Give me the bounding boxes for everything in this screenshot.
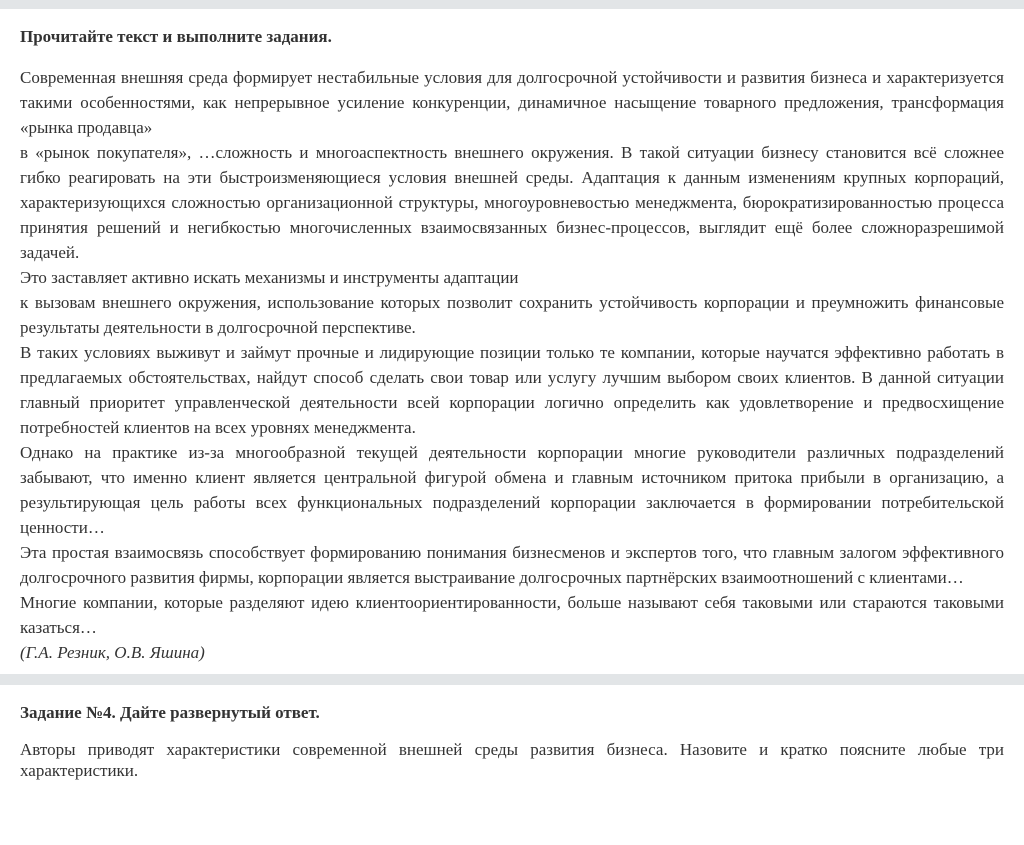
text-paragraph-7: Эта простая взаимосвязь способствует формированию понимания бизнесменов и экспертов того, что главным залогом эффективного долгосрочного развития фирмы, корпорации является выстраивание долгосрочных партнёрских взаимоотношений с клиентами… xyxy=(20,543,1004,587)
text-paragraph-5: В таких условиях выживут и займут прочные и лидирующие позиции только те компании, которые научатся эффективно работать в предлагаемых обстоятельствах, найдут способ сделать свои товар или услугу лучшим выбором своих клиентов. В данной ситуации главный приоритет управленческой деятельности всей корпорации логично определить как удовлетворение и предвосхищение потребностей клиентов на всех уровнях менеджмента. xyxy=(20,343,1004,437)
text-paragraph-1: Современная внешняя среда формирует нестабильные условия для долгосрочной устойчивости и развития бизнеса и характеризуется такими особенностями, как непрерывное усиление конкуренции, динамичное насыщение товарного предложения, трансформация «рынка продавца» xyxy=(20,68,1004,137)
text-paragraph-3: Это заставляет активно искать механизмы и инструменты адаптации xyxy=(20,268,519,287)
text-paragraph-6: Однако на практике из-за многообразной текущей деятельности корпорации многие руководители различных подразделений забывают, что именно клиент является центральной фигурой обмена и главным источником притока прибыли в организацию, а результирующая цель работы всех функциональных подразделений корпорации заключается в формировании потребительской ценности… xyxy=(20,443,1004,537)
task-heading: Задание №4. Дайте развернутый ответ. xyxy=(20,703,320,722)
task-panel xyxy=(0,685,1024,781)
text-paragraph-2: в «рынок покупателя», …сложность и многоаспектность внешнего окружения. В такой ситуации бизнесу становится всё сложнее гибко реагировать на эти быстроизменяющиеся условия внешней среды. Адаптация к данным изменениям крупных корпораций, характеризующихся сложностью организационной структуры, многоуровневостью менеджмента, бюрократизированностью процесса принятия решений и негибкостью многочисленных взаимосвязанных бизнес-процессов, выглядит ещё более сложноразрешимой задачей. xyxy=(20,143,1004,262)
section-divider-bar xyxy=(0,674,1024,685)
text-paragraph-4: к вызовам внешнего окружения, использование которых позволит сохранить устойчивость корпорации и преумножить финансовые результаты деятельности в долгосрочной перспективе. xyxy=(20,293,1004,337)
reading-text-panel xyxy=(0,9,1024,665)
task-body: Авторы приводят характеристики современной внешней среды развития бизнеса. Назовите и кратко поясните любые три характеристики. xyxy=(20,740,1004,780)
text-paragraph-8: Многие компании, которые разделяют идею клиентоориентированности, больше называют себя таковыми или стараются таковыми казаться… xyxy=(20,593,1004,637)
top-divider-bar xyxy=(0,0,1024,9)
author-citation: (Г.А. Резник, О.В. Яшина) xyxy=(20,643,205,662)
reading-heading: Прочитайте текст и выполните задания. xyxy=(20,27,332,46)
